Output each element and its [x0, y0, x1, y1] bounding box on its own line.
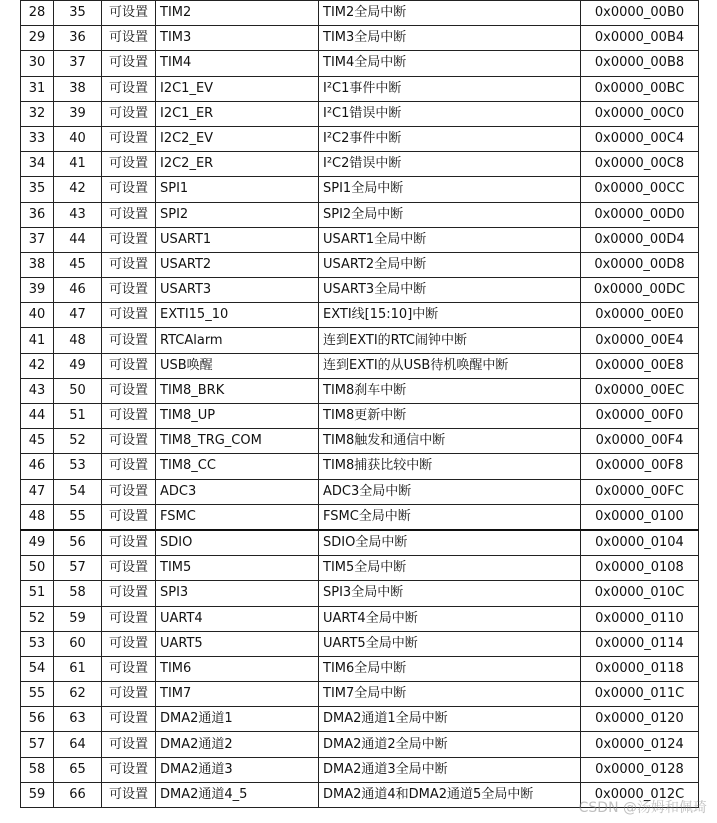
interrupt-name-cell: USART1	[156, 227, 319, 252]
interrupt-name-cell: TIM7	[156, 682, 319, 707]
table-row	[21, 682, 699, 707]
priority-type-cell: 可设置	[102, 227, 156, 252]
description-cell: TIM2全局中断	[319, 1, 581, 26]
description-cell: DMA2通道1全局中断	[319, 707, 581, 732]
interrupt-name-cell: USB唤醒	[156, 353, 319, 378]
table-row	[21, 504, 699, 530]
position-cell: 45	[21, 429, 54, 454]
table-body	[21, 1, 699, 808]
table-row	[21, 353, 699, 378]
table-row	[21, 732, 699, 757]
position-cell: 51	[21, 581, 54, 606]
priority-cell: 61	[54, 656, 102, 681]
interrupt-name-cell: SPI1	[156, 177, 319, 202]
address-cell: 0x0000_00DC	[581, 278, 699, 303]
interrupt-name-cell: UART5	[156, 631, 319, 656]
priority-type-cell: 可设置	[102, 101, 156, 126]
position-cell: 55	[21, 682, 54, 707]
table-row	[21, 76, 699, 101]
address-cell: 0x0000_0120	[581, 707, 699, 732]
table-row	[21, 101, 699, 126]
priority-cell: 45	[54, 252, 102, 277]
address-cell: 0x0000_00FC	[581, 479, 699, 504]
position-cell: 54	[21, 656, 54, 681]
position-cell: 37	[21, 227, 54, 252]
interrupt-name-cell: SDIO	[156, 530, 319, 556]
priority-type-cell: 可设置	[102, 353, 156, 378]
address-cell: 0x0000_0114	[581, 631, 699, 656]
priority-type-cell: 可设置	[102, 404, 156, 429]
table-row	[21, 581, 699, 606]
address-cell: 0x0000_00BC	[581, 76, 699, 101]
interrupt-vector-table	[20, 0, 699, 808]
table-row	[21, 530, 699, 556]
table-row	[21, 278, 699, 303]
position-cell: 43	[21, 378, 54, 403]
address-cell: 0x0000_00B0	[581, 1, 699, 26]
priority-type-cell: 可设置	[102, 303, 156, 328]
position-cell: 39	[21, 278, 54, 303]
description-cell: 连到EXTI的RTC闹钟中断	[319, 328, 581, 353]
priority-cell: 49	[54, 353, 102, 378]
description-cell: EXTI线[15:10]中断	[319, 303, 581, 328]
priority-cell: 52	[54, 429, 102, 454]
description-cell: I²C1事件中断	[319, 76, 581, 101]
priority-cell: 35	[54, 1, 102, 26]
interrupt-name-cell: USART2	[156, 252, 319, 277]
address-cell: 0x0000_010C	[581, 581, 699, 606]
position-cell: 58	[21, 757, 54, 782]
table-row	[21, 177, 699, 202]
priority-type-cell: 可设置	[102, 252, 156, 277]
description-cell: TIM3全局中断	[319, 26, 581, 51]
address-cell: 0x0000_00D0	[581, 202, 699, 227]
description-cell: TIM6全局中断	[319, 656, 581, 681]
table-row	[21, 404, 699, 429]
description-cell: SPI1全局中断	[319, 177, 581, 202]
position-cell: 59	[21, 782, 54, 807]
position-cell: 41	[21, 328, 54, 353]
table-row	[21, 328, 699, 353]
priority-cell: 51	[54, 404, 102, 429]
address-cell: 0x0000_00C0	[581, 101, 699, 126]
interrupt-name-cell: TIM8_BRK	[156, 378, 319, 403]
priority-cell: 39	[54, 101, 102, 126]
position-cell: 53	[21, 631, 54, 656]
description-cell: DMA2通道3全局中断	[319, 757, 581, 782]
description-cell: TIM8捕获比较中断	[319, 454, 581, 479]
priority-type-cell: 可设置	[102, 631, 156, 656]
priority-type-cell: 可设置	[102, 1, 156, 26]
priority-type-cell: 可设置	[102, 707, 156, 732]
priority-type-cell: 可设置	[102, 76, 156, 101]
priority-cell: 42	[54, 177, 102, 202]
position-cell: 32	[21, 101, 54, 126]
description-cell: TIM5全局中断	[319, 556, 581, 581]
position-cell: 28	[21, 1, 54, 26]
interrupt-name-cell: USART3	[156, 278, 319, 303]
position-cell: 46	[21, 454, 54, 479]
position-cell: 57	[21, 732, 54, 757]
priority-type-cell: 可设置	[102, 479, 156, 504]
position-cell: 38	[21, 252, 54, 277]
address-cell: 0x0000_00B8	[581, 51, 699, 76]
description-cell: USART1全局中断	[319, 227, 581, 252]
priority-type-cell: 可设置	[102, 26, 156, 51]
description-cell: TIM8触发和通信中断	[319, 429, 581, 454]
description-cell: SPI3全局中断	[319, 581, 581, 606]
table-row	[21, 252, 699, 277]
priority-cell: 62	[54, 682, 102, 707]
address-cell: 0x0000_00C8	[581, 152, 699, 177]
table-row	[21, 202, 699, 227]
priority-type-cell: 可设置	[102, 328, 156, 353]
table-row	[21, 631, 699, 656]
address-cell: 0x0000_0110	[581, 606, 699, 631]
table-row	[21, 656, 699, 681]
position-cell: 56	[21, 707, 54, 732]
description-cell: ADC3全局中断	[319, 479, 581, 504]
priority-cell: 43	[54, 202, 102, 227]
description-cell: TIM7全局中断	[319, 682, 581, 707]
priority-cell: 38	[54, 76, 102, 101]
interrupt-name-cell: TIM3	[156, 26, 319, 51]
interrupt-name-cell: ADC3	[156, 479, 319, 504]
address-cell: 0x0000_00E0	[581, 303, 699, 328]
interrupt-name-cell: I2C2_EV	[156, 126, 319, 151]
priority-type-cell: 可设置	[102, 378, 156, 403]
interrupt-name-cell: I2C1_ER	[156, 101, 319, 126]
description-cell: I²C1错误中断	[319, 101, 581, 126]
address-cell: 0x0000_011C	[581, 682, 699, 707]
table-row	[21, 126, 699, 151]
priority-cell: 44	[54, 227, 102, 252]
address-cell: 0x0000_012C	[581, 782, 699, 807]
priority-cell: 48	[54, 328, 102, 353]
address-cell: 0x0000_00F0	[581, 404, 699, 429]
priority-type-cell: 可设置	[102, 682, 156, 707]
position-cell: 50	[21, 556, 54, 581]
address-cell: 0x0000_00F8	[581, 454, 699, 479]
priority-cell: 56	[54, 530, 102, 556]
description-cell: DMA2通道4和DMA2通道5全局中断	[319, 782, 581, 807]
priority-cell: 50	[54, 378, 102, 403]
address-cell: 0x0000_0118	[581, 656, 699, 681]
priority-cell: 47	[54, 303, 102, 328]
position-cell: 49	[21, 530, 54, 556]
position-cell: 52	[21, 606, 54, 631]
interrupt-name-cell: TIM8_TRG_COM	[156, 429, 319, 454]
priority-cell: 54	[54, 479, 102, 504]
priority-cell: 41	[54, 152, 102, 177]
position-cell: 42	[21, 353, 54, 378]
priority-type-cell: 可设置	[102, 177, 156, 202]
priority-type-cell: 可设置	[102, 454, 156, 479]
position-cell: 40	[21, 303, 54, 328]
position-cell: 31	[21, 76, 54, 101]
address-cell: 0x0000_0108	[581, 556, 699, 581]
address-cell: 0x0000_00CC	[581, 177, 699, 202]
table-row	[21, 26, 699, 51]
description-cell: DMA2通道2全局中断	[319, 732, 581, 757]
interrupt-name-cell: FSMC	[156, 504, 319, 530]
position-cell: 44	[21, 404, 54, 429]
interrupt-name-cell: DMA2通道1	[156, 707, 319, 732]
address-cell: 0x0000_0100	[581, 504, 699, 530]
priority-cell: 63	[54, 707, 102, 732]
priority-type-cell: 可设置	[102, 278, 156, 303]
priority-type-cell: 可设置	[102, 202, 156, 227]
priority-cell: 55	[54, 504, 102, 530]
address-cell: 0x0000_0128	[581, 757, 699, 782]
table-row	[21, 606, 699, 631]
description-cell: I²C2错误中断	[319, 152, 581, 177]
priority-type-cell: 可设置	[102, 782, 156, 807]
priority-cell: 65	[54, 757, 102, 782]
position-cell: 35	[21, 177, 54, 202]
priority-type-cell: 可设置	[102, 581, 156, 606]
table-row	[21, 378, 699, 403]
priority-type-cell: 可设置	[102, 126, 156, 151]
table-row	[21, 556, 699, 581]
address-cell: 0x0000_0104	[581, 530, 699, 556]
priority-cell: 57	[54, 556, 102, 581]
description-cell: UART4全局中断	[319, 606, 581, 631]
interrupt-name-cell: SPI3	[156, 581, 319, 606]
description-cell: FSMC全局中断	[319, 504, 581, 530]
priority-cell: 58	[54, 581, 102, 606]
interrupt-name-cell: SPI2	[156, 202, 319, 227]
interrupt-name-cell: TIM6	[156, 656, 319, 681]
table-row	[21, 479, 699, 504]
interrupt-name-cell: TIM5	[156, 556, 319, 581]
interrupt-name-cell: TIM2	[156, 1, 319, 26]
description-cell: TIM8更新中断	[319, 404, 581, 429]
table-row	[21, 429, 699, 454]
description-cell: USART2全局中断	[319, 252, 581, 277]
position-cell: 48	[21, 504, 54, 530]
priority-type-cell: 可设置	[102, 51, 156, 76]
priority-type-cell: 可设置	[102, 656, 156, 681]
address-cell: 0x0000_0124	[581, 732, 699, 757]
interrupt-name-cell: TIM8_UP	[156, 404, 319, 429]
address-cell: 0x0000_00C4	[581, 126, 699, 151]
interrupt-vector-table-container	[20, 0, 698, 808]
table-row	[21, 707, 699, 732]
priority-type-cell: 可设置	[102, 429, 156, 454]
description-cell: UART5全局中断	[319, 631, 581, 656]
description-cell: 连到EXTI的从USB待机唤醒中断	[319, 353, 581, 378]
address-cell: 0x0000_00B4	[581, 26, 699, 51]
priority-cell: 46	[54, 278, 102, 303]
interrupt-name-cell: TIM8_CC	[156, 454, 319, 479]
table-row	[21, 454, 699, 479]
watermark-text: CSDN @汤姆和佩琦	[578, 800, 707, 816]
position-cell: 29	[21, 26, 54, 51]
position-cell: 47	[21, 479, 54, 504]
description-cell: SPI2全局中断	[319, 202, 581, 227]
interrupt-name-cell: UART4	[156, 606, 319, 631]
position-cell: 36	[21, 202, 54, 227]
table-row	[21, 152, 699, 177]
table-row	[21, 51, 699, 76]
table-row	[21, 757, 699, 782]
interrupt-name-cell: DMA2通道3	[156, 757, 319, 782]
address-cell: 0x0000_00D4	[581, 227, 699, 252]
priority-type-cell: 可设置	[102, 530, 156, 556]
priority-type-cell: 可设置	[102, 757, 156, 782]
interrupt-name-cell: I2C1_EV	[156, 76, 319, 101]
interrupt-name-cell: I2C2_ER	[156, 152, 319, 177]
interrupt-name-cell: DMA2通道2	[156, 732, 319, 757]
priority-type-cell: 可设置	[102, 732, 156, 757]
interrupt-name-cell: EXTI15_10	[156, 303, 319, 328]
description-cell: TIM8刹车中断	[319, 378, 581, 403]
position-cell: 34	[21, 152, 54, 177]
interrupt-name-cell: RTCAlarm	[156, 328, 319, 353]
description-cell: TIM4全局中断	[319, 51, 581, 76]
description-cell: I²C2事件中断	[319, 126, 581, 151]
table-row	[21, 1, 699, 26]
interrupt-name-cell: TIM4	[156, 51, 319, 76]
priority-type-cell: 可设置	[102, 606, 156, 631]
address-cell: 0x0000_00D8	[581, 252, 699, 277]
address-cell: 0x0000_00EC	[581, 378, 699, 403]
priority-cell: 60	[54, 631, 102, 656]
description-cell: USART3全局中断	[319, 278, 581, 303]
priority-cell: 66	[54, 782, 102, 807]
priority-cell: 64	[54, 732, 102, 757]
position-cell: 30	[21, 51, 54, 76]
address-cell: 0x0000_00E4	[581, 328, 699, 353]
priority-type-cell: 可设置	[102, 152, 156, 177]
interrupt-name-cell: DMA2通道4_5	[156, 782, 319, 807]
table-row	[21, 227, 699, 252]
priority-cell: 53	[54, 454, 102, 479]
description-cell: SDIO全局中断	[319, 530, 581, 556]
priority-cell: 59	[54, 606, 102, 631]
address-cell: 0x0000_00E8	[581, 353, 699, 378]
address-cell: 0x0000_00F4	[581, 429, 699, 454]
table-row	[21, 303, 699, 328]
priority-type-cell: 可设置	[102, 556, 156, 581]
priority-cell: 37	[54, 51, 102, 76]
priority-cell: 36	[54, 26, 102, 51]
priority-cell: 40	[54, 126, 102, 151]
priority-type-cell: 可设置	[102, 504, 156, 530]
position-cell: 33	[21, 126, 54, 151]
